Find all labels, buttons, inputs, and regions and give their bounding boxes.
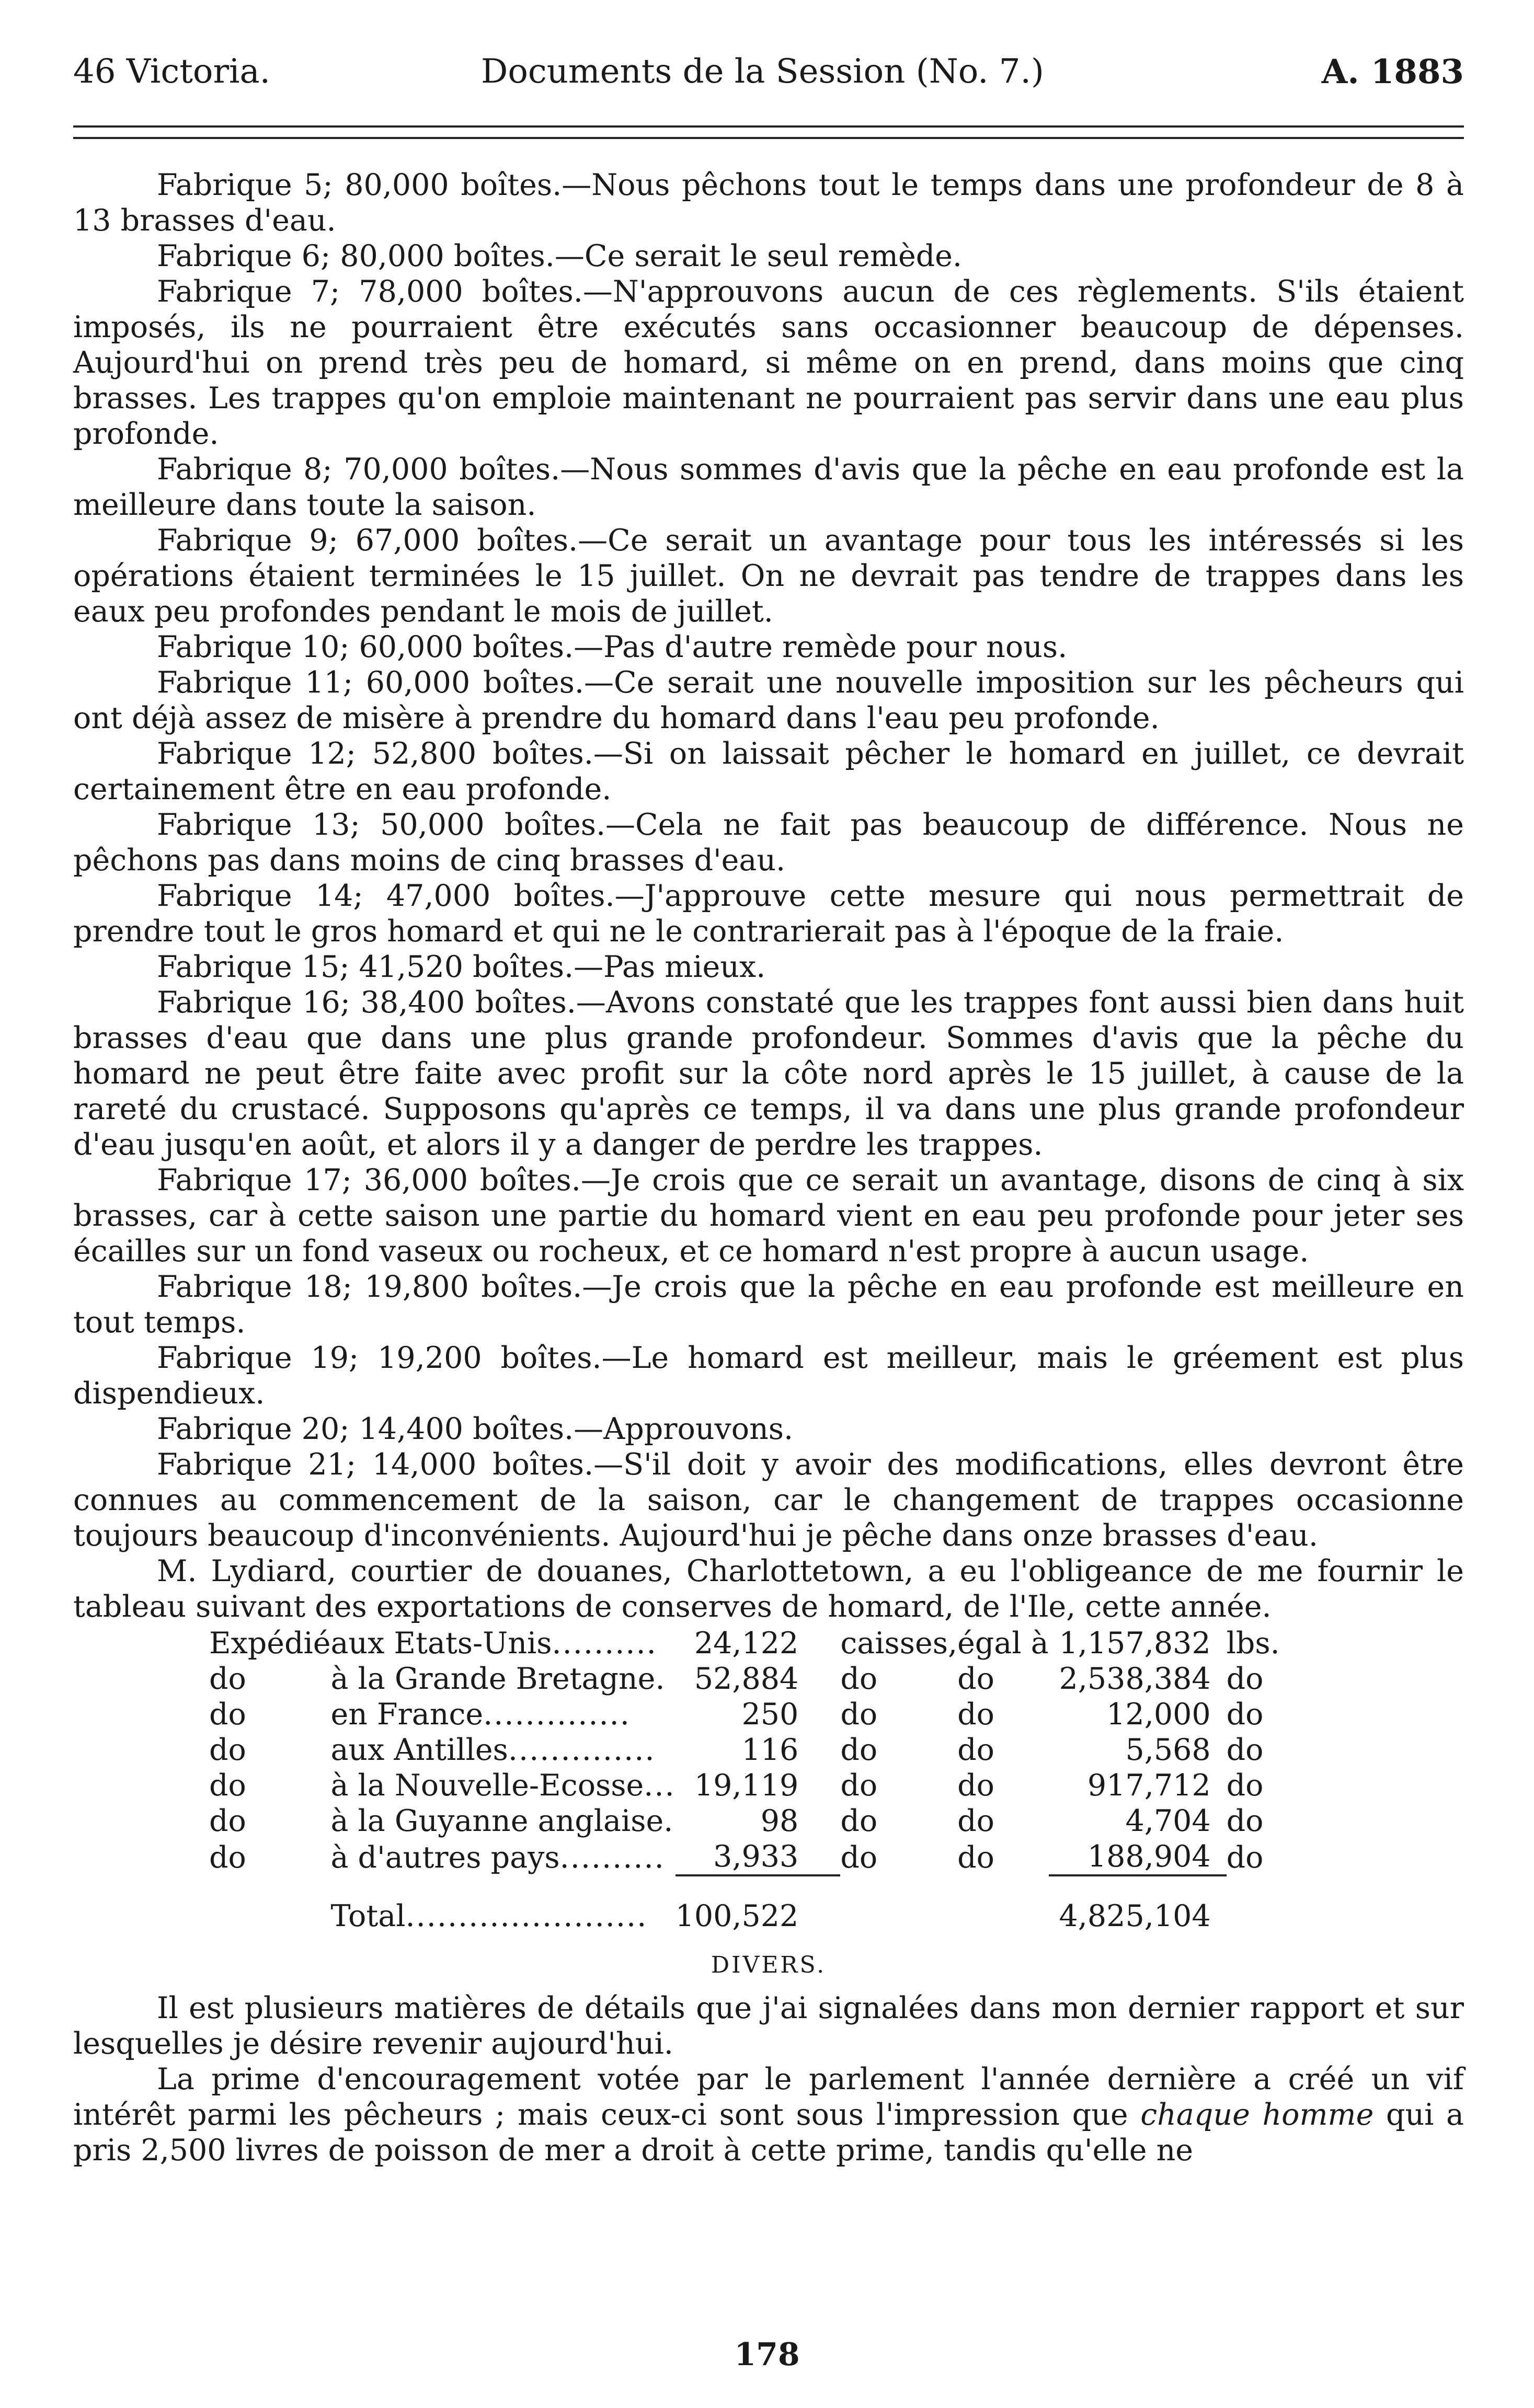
paragraph: Fabrique 6; 80,000 boîtes.—Ce serait le seul remède.: [157, 239, 963, 273]
row-label-equal: do: [957, 1733, 994, 1767]
row-lbs: 2,538,384: [1059, 1662, 1211, 1696]
total-row: [209, 1888, 1289, 1934]
row-prefix: do: [209, 1733, 246, 1767]
paragraph: Fabrique 9; 67,000 boîtes.—Ce serait un avantage pour tous les intéressés si les opérations étaient terminées le 15 juillet. On ne devrait pas tendre de trappes dans les eaux peu profondes pendant le mois de juillet.: [73, 523, 1464, 629]
header-rule-top: [73, 125, 1464, 128]
table-row: [209, 1732, 1289, 1768]
leader-dots: .: [655, 1662, 666, 1696]
row-lbs: 4,704: [1125, 1804, 1211, 1838]
row-label-cases: do: [840, 1662, 878, 1696]
header-right: A. 1883: [1321, 52, 1464, 91]
row-cases: 250: [741, 1697, 799, 1732]
row-prefix: do: [209, 1697, 246, 1732]
leader-dots: ..............: [508, 1733, 656, 1767]
header-center: Documents de la Session (No. 7.): [481, 52, 1044, 91]
paragraph-text: qui a pris 2,500 livres de poisson de mer a droit à cette prime, tandis qu'elle ne: [73, 2098, 1464, 2168]
sum-rule-row: [209, 1875, 1289, 1888]
row-cases: 52,884: [694, 1662, 799, 1696]
total-cases: 100,522: [675, 1899, 799, 1933]
leader-dots: ..............: [483, 1697, 631, 1732]
paragraph: Fabrique 10; 60,000 boîtes.—Pas d'autre remède pour nous.: [157, 630, 1068, 664]
paragraph: Fabrique 12; 52,800 boîtes.—Si on laissait pêcher le homard en juillet, ce devrait certainement être en eau profonde.: [73, 736, 1464, 806]
row-label-equal: do: [957, 1804, 994, 1838]
paragraph: Fabrique 13; 50,000 boîtes.—Cela ne fait pas beaucoup de différence. Nous ne pêchons pas dans moins de cinq brasses d'eau.: [73, 808, 1464, 878]
row-unit: do: [1226, 1697, 1264, 1732]
row-unit: do: [1226, 1840, 1264, 1875]
row-lbs: 12,000: [1106, 1697, 1211, 1732]
paragraph: Fabrique 19; 19,200 boîtes.—Le homard est meilleur, mais le gréement est plus dispendieux.: [73, 1341, 1464, 1411]
row-destination: [330, 1661, 675, 1697]
row-cases: 98: [760, 1804, 799, 1838]
paragraph-text: La prime d'encouragement votée par le parlement l'année dernière a créé un vif intérêt parmi les pêcheurs ; mais ceux-ci sont sous l'impression que: [73, 2062, 1464, 2132]
row-lbs: 5,568: [1125, 1733, 1211, 1767]
row-destination: [330, 1803, 675, 1839]
sum-rule-lbs: [1049, 1875, 1227, 1888]
paragraph: Fabrique 18; 19,800 boîtes.—Je crois que la pêche en eau profonde est meilleure en tout temps.: [73, 1270, 1464, 1340]
row-lbs: 188,904: [1087, 1839, 1211, 1874]
sum-rule-cases: [676, 1875, 841, 1888]
row-label-equal: do: [957, 1662, 994, 1696]
table-row: [209, 1626, 1289, 1661]
destination-label: à la Guyanne anglaise: [330, 1804, 664, 1838]
destination-label: à d'autres pays: [330, 1840, 560, 1875]
row-destination: [330, 1626, 675, 1661]
row-label-cases: do: [840, 1768, 878, 1803]
table-row: [209, 1697, 1289, 1732]
export-table: [209, 1626, 1289, 1934]
section-heading: DIVERS.: [711, 1952, 827, 1978]
paragraph: Fabrique 20; 14,400 boîtes.—Approuvons.: [157, 1412, 794, 1446]
row-lbs: 1,157,832: [1059, 1626, 1211, 1661]
row-unit: do: [1226, 1768, 1264, 1803]
row-label-cases: do: [840, 1697, 878, 1732]
table-row: [209, 1803, 1289, 1839]
row-label-cases: do: [840, 1804, 878, 1838]
emphasis-text: chaque homme: [1140, 2098, 1374, 2132]
paragraph: Fabrique 11; 60,000 boîtes.—Ce serait une nouvelle imposition sur les pêcheurs qui ont déjà assez de misère à prendre du homard dans l'eau peu profonde.: [73, 665, 1464, 735]
running-head: [73, 42, 1464, 115]
paragraph: Fabrique 16; 38,400 boîtes.—Avons constaté que les trappes font aussi bien dans huit brasses d'eau que dans une plus grande profondeur. Sommes d'avis que la pêche du homard ne peut être faite avec profit sur la côte nord après le 15 juillet, à cause de la rareté du crustacé. Supposons qu'après ce temps, il va dans une plus grande profondeur d'eau jusqu'en août, et alors il y a danger de perdre les trappes.: [73, 985, 1464, 1162]
row-destination: [330, 1768, 675, 1803]
row-prefix: Expédié: [209, 1626, 331, 1661]
row-label-cases: do: [840, 1840, 878, 1875]
page-number: 178: [734, 2336, 800, 2373]
leader-dots: ...: [644, 1768, 676, 1803]
header-left: 46 Victoria.: [73, 52, 270, 91]
leader-dots: .: [663, 1804, 674, 1838]
row-label-cases: do: [840, 1733, 878, 1767]
paragraph: Fabrique 14; 47,000 boîtes.—J'approuve cette mesure qui nous permettrait de prendre tout le gros homard et qui ne le contrarierait pas à l'époque de la fraie.: [73, 879, 1464, 949]
total-label: Total: [330, 1899, 406, 1933]
table-row: [209, 1839, 1289, 1875]
row-prefix: do: [209, 1662, 246, 1696]
destination-label: en France: [330, 1697, 484, 1732]
destination-label: aux Etats-Unis: [330, 1626, 552, 1661]
row-unit: do: [1226, 1733, 1264, 1767]
row-lbs: 917,712: [1087, 1768, 1211, 1803]
paragraph: Il est plusieurs matières de détails que j'ai signalées dans mon dernier rapport et sur lesquelles je désire revenir aujourd'hui.: [73, 1991, 1464, 2061]
row-cases: 24,122: [694, 1626, 799, 1661]
row-cases: 19,119: [694, 1768, 799, 1803]
table-row: [209, 1661, 1289, 1697]
row-unit: do: [1226, 1662, 1264, 1696]
row-cases: 116: [741, 1733, 799, 1767]
row-label-equal: do: [957, 1840, 994, 1875]
table-row: [209, 1768, 1289, 1803]
row-destination: [330, 1732, 675, 1768]
row-label-equal: do: [957, 1768, 994, 1803]
row-unit: lbs.: [1226, 1626, 1280, 1661]
row-prefix: do: [209, 1804, 246, 1838]
header-rule-bottom: [73, 137, 1464, 139]
destination-label: à la Grande Bretagne: [330, 1662, 656, 1696]
row-destination: [330, 1697, 675, 1732]
paragraph: Fabrique 8; 70,000 boîtes.—Nous sommes d'avis que la pêche en eau profonde est la meilleure dans toute la saison.: [73, 452, 1464, 522]
row-label-cases: caisses,: [840, 1626, 958, 1661]
paragraph: Fabrique 21; 14,000 boîtes.—S'il doit y avoir des modifications, elles devront être connues au commencement de la saison, car le changement de trappes occasionne toujours beaucoup d'inconvénients. Aujourd'hui je pêche dans onze brasses d'eau.: [73, 1447, 1464, 1553]
destination-label: aux Antilles: [330, 1733, 508, 1767]
paragraph: M. Lydiard, courtier de douanes, Charlottetown, a eu l'obligeance de me fournir le tableau suivant des exportations de conserves de homard, de l'Ile, cette année.: [73, 1554, 1464, 1624]
total-label-cell: [330, 1888, 675, 1934]
row-unit: do: [1226, 1804, 1264, 1838]
destination-label: à la Nouvelle-Ecosse: [330, 1768, 644, 1803]
paragraph: Fabrique 5; 80,000 boîtes.—Nous pêchons tout le temps dans une profondeur de 8 à 13 brasses d'eau.: [73, 168, 1464, 238]
body-text: [73, 167, 1464, 2168]
row-label-equal: égal à: [957, 1626, 1049, 1661]
row-label-equal: do: [957, 1697, 994, 1732]
row-prefix: do: [209, 1840, 246, 1875]
paragraph: Fabrique 15; 41,520 boîtes.—Pas mieux.: [157, 950, 766, 984]
total-lbs: 4,825,104: [1059, 1899, 1211, 1933]
row-cases: 3,933: [713, 1839, 799, 1874]
row-destination: [330, 1839, 675, 1875]
leader-dots: .......................: [405, 1899, 648, 1933]
paragraph: Fabrique 17; 36,000 boîtes.—Je crois que ce serait un avantage, disons de cinq à six brasses, car à cette saison une partie du homard vient en eau peu profonde pour jeter ses écailles sur un fond vaseux ou rocheux, et ce homard n'est propre à aucun usage.: [73, 1163, 1464, 1269]
row-prefix: do: [209, 1768, 246, 1803]
leader-dots: ..........: [559, 1840, 665, 1875]
paragraph: [73, 2061, 1464, 2168]
leader-dots: ..........: [552, 1626, 657, 1661]
paragraph: Fabrique 7; 78,000 boîtes.—N'approuvons aucun de ces règlements. S'ils étaient imposés, ils ne pourraient être exécutés sans occasionner beaucoup de dépenses. Aujourd'hui on prend très peu de homard, si même on en prend, dans moins que cinq brasses. Les trappes qu'on emploie maintenant ne pourraient pas servir dans une eau plus profonde.: [73, 274, 1464, 451]
